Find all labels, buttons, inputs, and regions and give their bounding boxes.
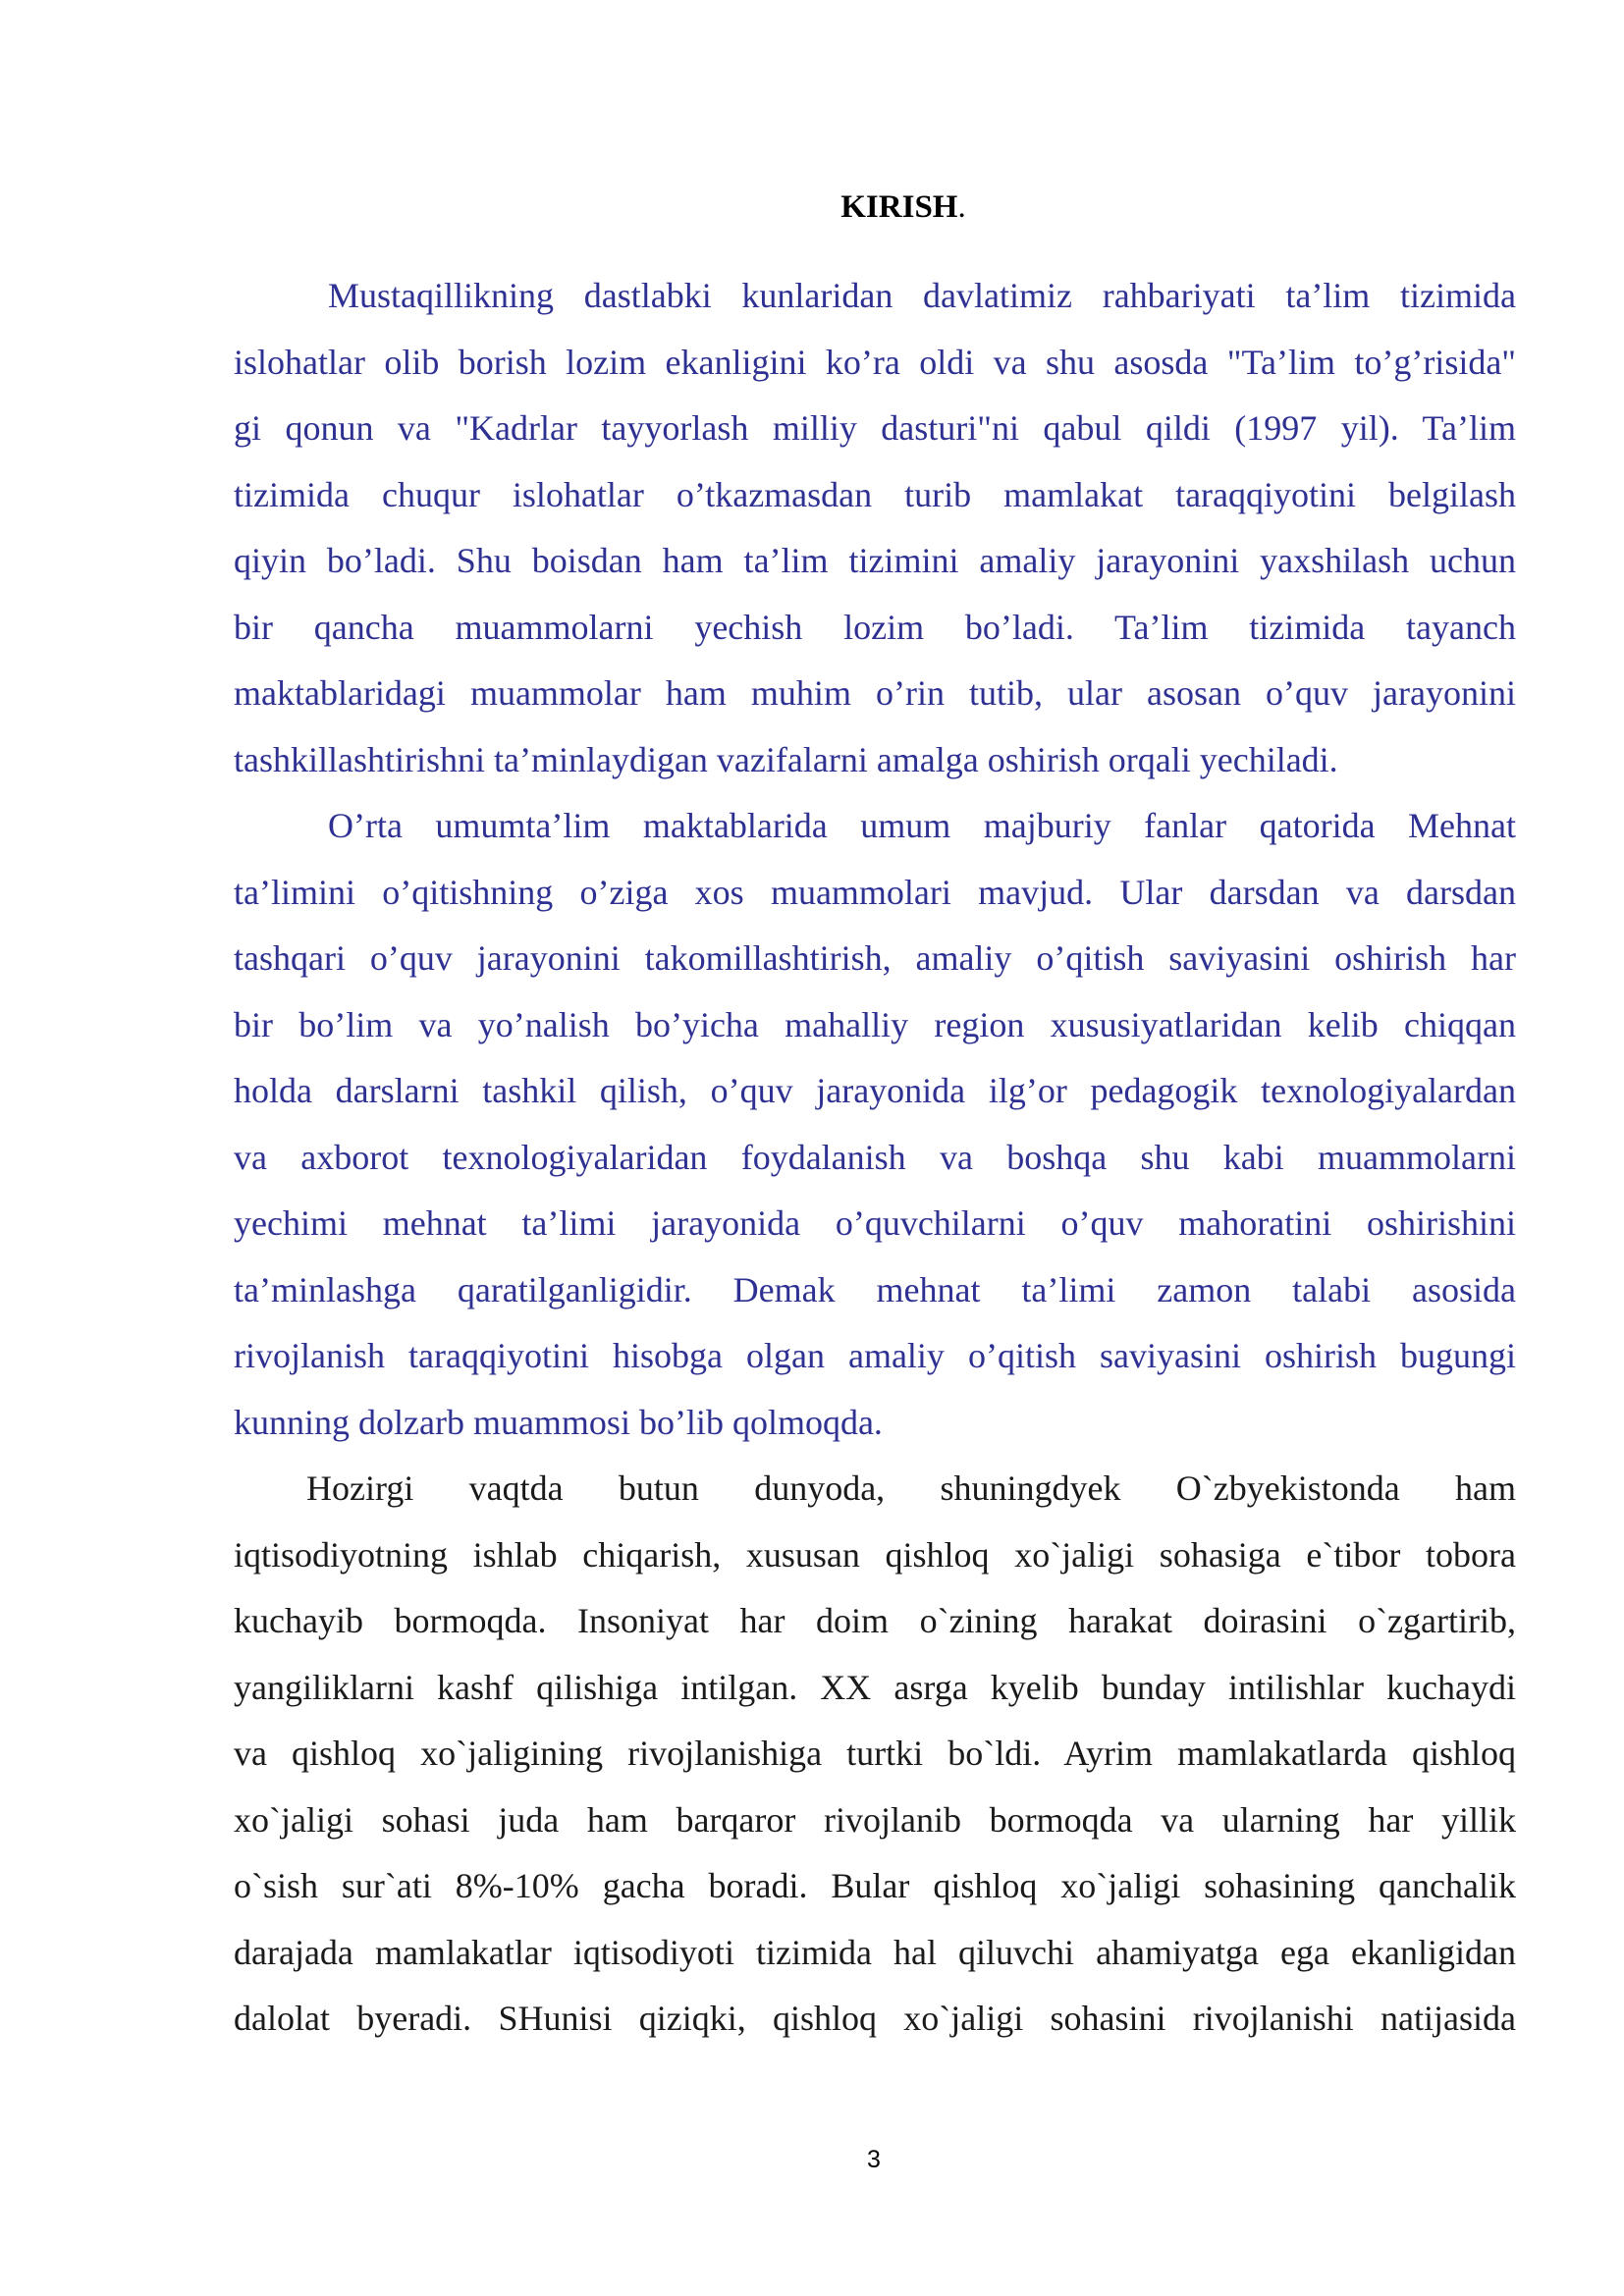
paragraph-line: qiyin bo’ladi. Shu boisdan ham ta’lim tizimini amaliy jarayonini yaxshilash uchun — [234, 541, 1516, 580]
paragraph-2 — [234, 793, 1516, 1456]
paragraph-line: kunning dolzarb muammosi bo’lib qolmoqda. — [234, 1402, 883, 1442]
paragraph-3 — [234, 1456, 1516, 2053]
heading-punct: . — [957, 189, 966, 225]
paragraph-line: Hozirgi vaqtda butun dunyoda, shuningdyek O`zbyekistonda ham — [306, 1468, 1516, 1508]
paragraph-line: islohatlar olib borish lozim ekanligini ko’ra oldi va shu asosda "Ta’lim to’g’risida" — [234, 342, 1516, 382]
paragraph-line: maktablaridagi muammolar ham muhim o’rin tutib, ular asosan o’quv jarayonini — [234, 673, 1516, 713]
paragraph-line: va qishloq xo`jaligining rivojlanishiga turtki bo`ldi. Ayrim mamlakatlarda qishloq — [234, 1734, 1516, 1773]
paragraph-line: bir bo’lim va yo’nalish bo’yicha mahalliy region xususiyatlaridan kelib chiqqan — [234, 1004, 1516, 1044]
paragraph-line: xo`jaligi sohasi juda ham barqaror rivojlanib bormoqda va ularning har yillik — [234, 1799, 1516, 1840]
paragraph-line: dalolat byeradi. SHunisi qiziqki, qishloq xo`jaligi sohasini rivojlanishi natijasida — [234, 1999, 1516, 2038]
paragraph-line: gi qonun va "Kadrlar tayyorlash milliy dasturi"ni qabul qildi (1997 yil). Ta’lim — [234, 408, 1516, 448]
paragraph-1 — [234, 263, 1516, 793]
page-number: 3 — [867, 2146, 881, 2173]
paragraph-line: holda darslarni tashkil qilish, o’quv jarayonida ilg’or pedagogik texnologiyalardan — [234, 1071, 1516, 1110]
paragraph-line: va axborot texnologiyalaridan foydalanish va boshqa shu kabi muammolarni — [234, 1137, 1516, 1177]
paragraph-line: O’rta umumta’lim maktablarida umum majburiy fanlar qatorida Mehnat — [328, 806, 1516, 845]
paragraph-line: kuchayib bormoqda. Insoniyat har doim o`zining harakat doirasini o`zgartirib, — [234, 1601, 1516, 1640]
paragraph-line: tizimida chuqur islohatlar o’tkazmasdan turib mamlakat taraqqiyotini belgilash — [234, 474, 1516, 514]
body-text — [234, 263, 1516, 2053]
section-heading — [0, 189, 1624, 226]
paragraph-line: ta’minlashga qaratilganligidir. Demak mehnat ta’limi zamon talabi asosida — [234, 1269, 1516, 1309]
paragraph-line: iqtisodiyotning ishlab chiqarish, xususan qishloq xo`jaligi sohasiga e`tibor tobora — [234, 1534, 1516, 1575]
paragraph-line: yangiliklarni kashf qilishiga intilgan. XX asrga kyelib bunday intilishlar kuchaydi — [234, 1667, 1516, 1707]
paragraph-line: darajada mamlakatlar iqtisodiyoti tizimida hal qiluvchi ahamiyatga ega ekanligidan — [234, 1932, 1516, 1972]
paragraph-line: tashkillashtirishni ta’minlaydigan vazifalarni amalga oshirish orqali yechiladi. — [234, 739, 1338, 779]
paragraph-line: yechimi mehnat ta’limi jarayonida o’quvchilarni o’quv mahoratini oshirishini — [234, 1203, 1516, 1243]
paragraph-line: bir qancha muammolarni yechish lozim bo’ladi. Ta’lim tizimida tayanch — [234, 607, 1516, 647]
paragraph-line: Mustaqillikning dastlabki kunlaridan davlatimiz rahbariyati ta’lim tizimida — [328, 276, 1516, 315]
heading-title: KIRISH — [840, 189, 958, 225]
paragraph-line: rivojlanish taraqqiyotini hisobga olgan amaliy o’qitish saviyasini oshirish bugungi — [234, 1336, 1516, 1375]
paragraph-line: tashqari o’quv jarayonini takomillashtirish, amaliy o’qitish saviyasini oshirish har — [234, 938, 1516, 978]
paragraph-line: o`sish sur`ati 8%-10% gacha boradi. Bular qishloq xo`jaligi sohasining qanchalik — [234, 1866, 1516, 1905]
paragraph-line: ta’limini o’qitishning o’ziga xos muammolari mavjud. Ular darsdan va darsdan — [234, 872, 1516, 912]
